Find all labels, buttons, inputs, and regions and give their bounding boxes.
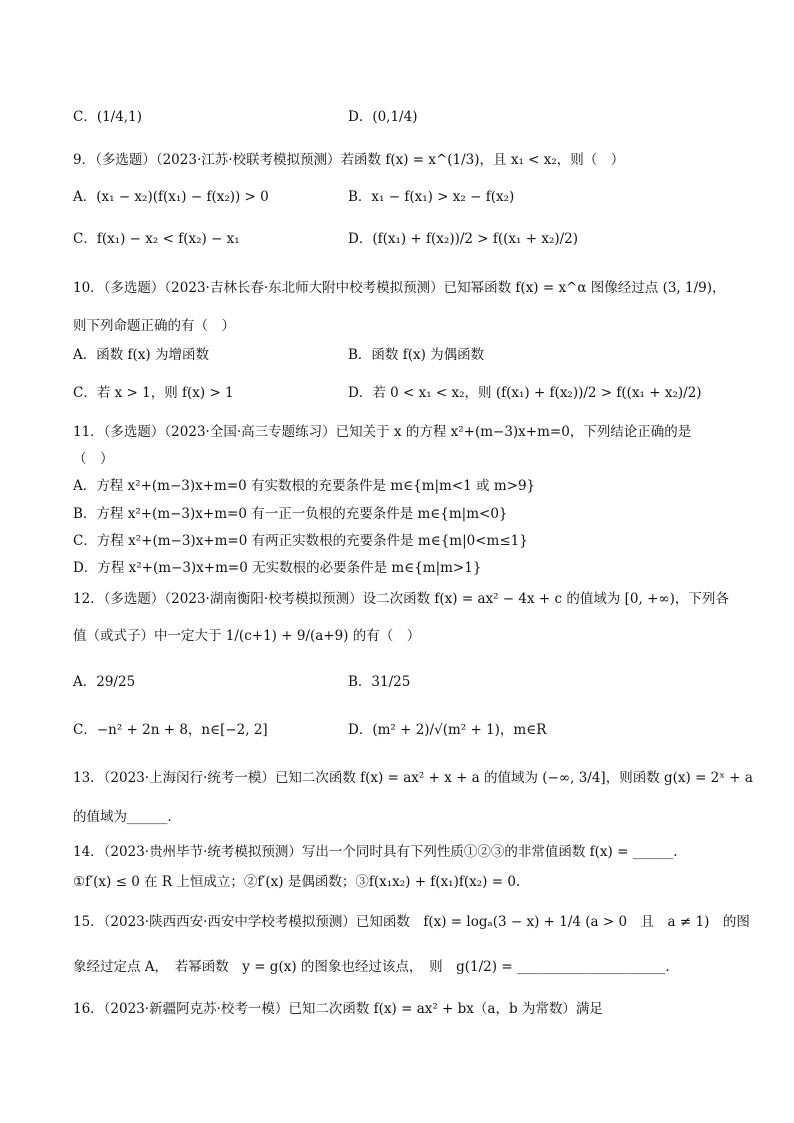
q8-option-c: C．(1/4,1) bbox=[73, 109, 142, 125]
question-10-cont: 则下列命题正确的有（ ） bbox=[73, 318, 235, 334]
question-16: 16．（2023·新疆阿克苏·校考一模）已知二次函数 f(x) = ax² + bx（a，b 为常数）满足 bbox=[73, 1001, 603, 1017]
q11-option-a: A．方程 x²+(m−3)x+m=0 有实数根的充要条件是 m∈{m|m<1 或 m>9} bbox=[73, 478, 536, 494]
q10-option-d: D．若 0 < x₁ < x₂，则 (f(x₁) + f(x₂))/2 > f((x₁ + x₂)/2) bbox=[348, 385, 702, 401]
question-11: 11．（多选题）（2023·全国·高三专题练习）已知关于 x 的方程 x²+(m−3)x+m=0，下列结论正确的是 bbox=[73, 424, 692, 440]
question-13: 13．（2023·上海闵行·统考一模）已知二次函数 f(x) = ax² + x + a 的值域为 (−∞, 3/4]，则函数 g(x) = 2ˣ + a bbox=[73, 770, 753, 786]
question-12-cont: 值（或式子）中一定大于 1/(c+1) + 9/(a+9) 的有（ ） bbox=[73, 628, 421, 644]
q12-option-c: C．−n² + 2n + 8，n∈[−2, 2] bbox=[73, 722, 268, 738]
q11-option-b: B．方程 x²+(m−3)x+m=0 有一正一负根的充要条件是 m∈{m|m<0} bbox=[73, 506, 508, 522]
question-15-cont: 象经过定点 A， 若幂函数 y = g(x) 的图象也经过该点， 则 g(1/2) = ______________________． bbox=[73, 959, 679, 975]
q10-option-b: B．函数 f(x) 为偶函数 bbox=[348, 347, 485, 363]
question-13-cont: 的值域为______． bbox=[73, 809, 181, 825]
question-15: 15．（2023·陕西西安·西安中学校考模拟预测）已知函数 f(x) = logₐ(3 − x) + 1/4 (a > 0 且 a ≠ 1) 的图 bbox=[73, 914, 750, 930]
question-10: 10．（多选题）（2023·吉林长春·东北师大附中校考模拟预测）已知幂函数 f(x) = x^α 图像经过点 (3, 1/9)， bbox=[73, 280, 726, 296]
q10-option-c: C．若 x > 1，则 f(x) > 1 bbox=[73, 385, 234, 401]
question-9: 9．（多选题）（2023·江苏·校联考模拟预测）若函数 f(x) = x^(1/3)，且 x₁ < x₂，则（ ） bbox=[73, 152, 625, 168]
question-12: 12．（多选题）（2023·湖南衡阳·校考模拟预测）设二次函数 f(x) = ax² − 4x + c 的值域为 [0, +∞)，下列各 bbox=[73, 591, 729, 607]
q12-option-b: B．31/25 bbox=[348, 674, 411, 690]
q10-option-a: A．函数 f(x) 为增函数 bbox=[73, 347, 209, 363]
q9-option-b: B．x₁ − f(x₁) > x₂ − f(x₂) bbox=[348, 189, 515, 205]
q8-option-d: D．(0,1/4) bbox=[348, 109, 418, 125]
q11-option-d: D．方程 x²+(m−3)x+m=0 无实数根的必要条件是 m∈{m|m>1} bbox=[73, 560, 482, 576]
question-14: 14．（2023·贵州毕节·统考模拟预测）写出一个同时具有下列性质①②③的非常值函数 f(x) = ______. bbox=[73, 844, 678, 860]
q12-option-a: A．29/25 bbox=[73, 674, 136, 690]
question-11-cont: （ ） bbox=[73, 451, 114, 467]
question-14-cont: ①f′(x) ≤ 0 在 R 上恒成立；②f′(x) 是偶函数；③f(x₁x₂) + f(x₁)f(x₂) = 0. bbox=[73, 874, 521, 890]
q9-option-d: D．(f(x₁) + f(x₂))/2 > f((x₁ + x₂)/2) bbox=[348, 231, 579, 247]
q11-option-c: C．方程 x²+(m−3)x+m=0 有两正实数根的充要条件是 m∈{m|0<m≤1} bbox=[73, 533, 528, 549]
q9-option-c: C．f(x₁) − x₂ < f(x₂) − x₁ bbox=[73, 231, 240, 247]
q12-option-d: D．(m² + 2)/√(m² + 1)，m∈R bbox=[348, 722, 547, 738]
q9-option-a: A．(x₁ − x₂)(f(x₁) − f(x₂)) > 0 bbox=[73, 189, 269, 205]
